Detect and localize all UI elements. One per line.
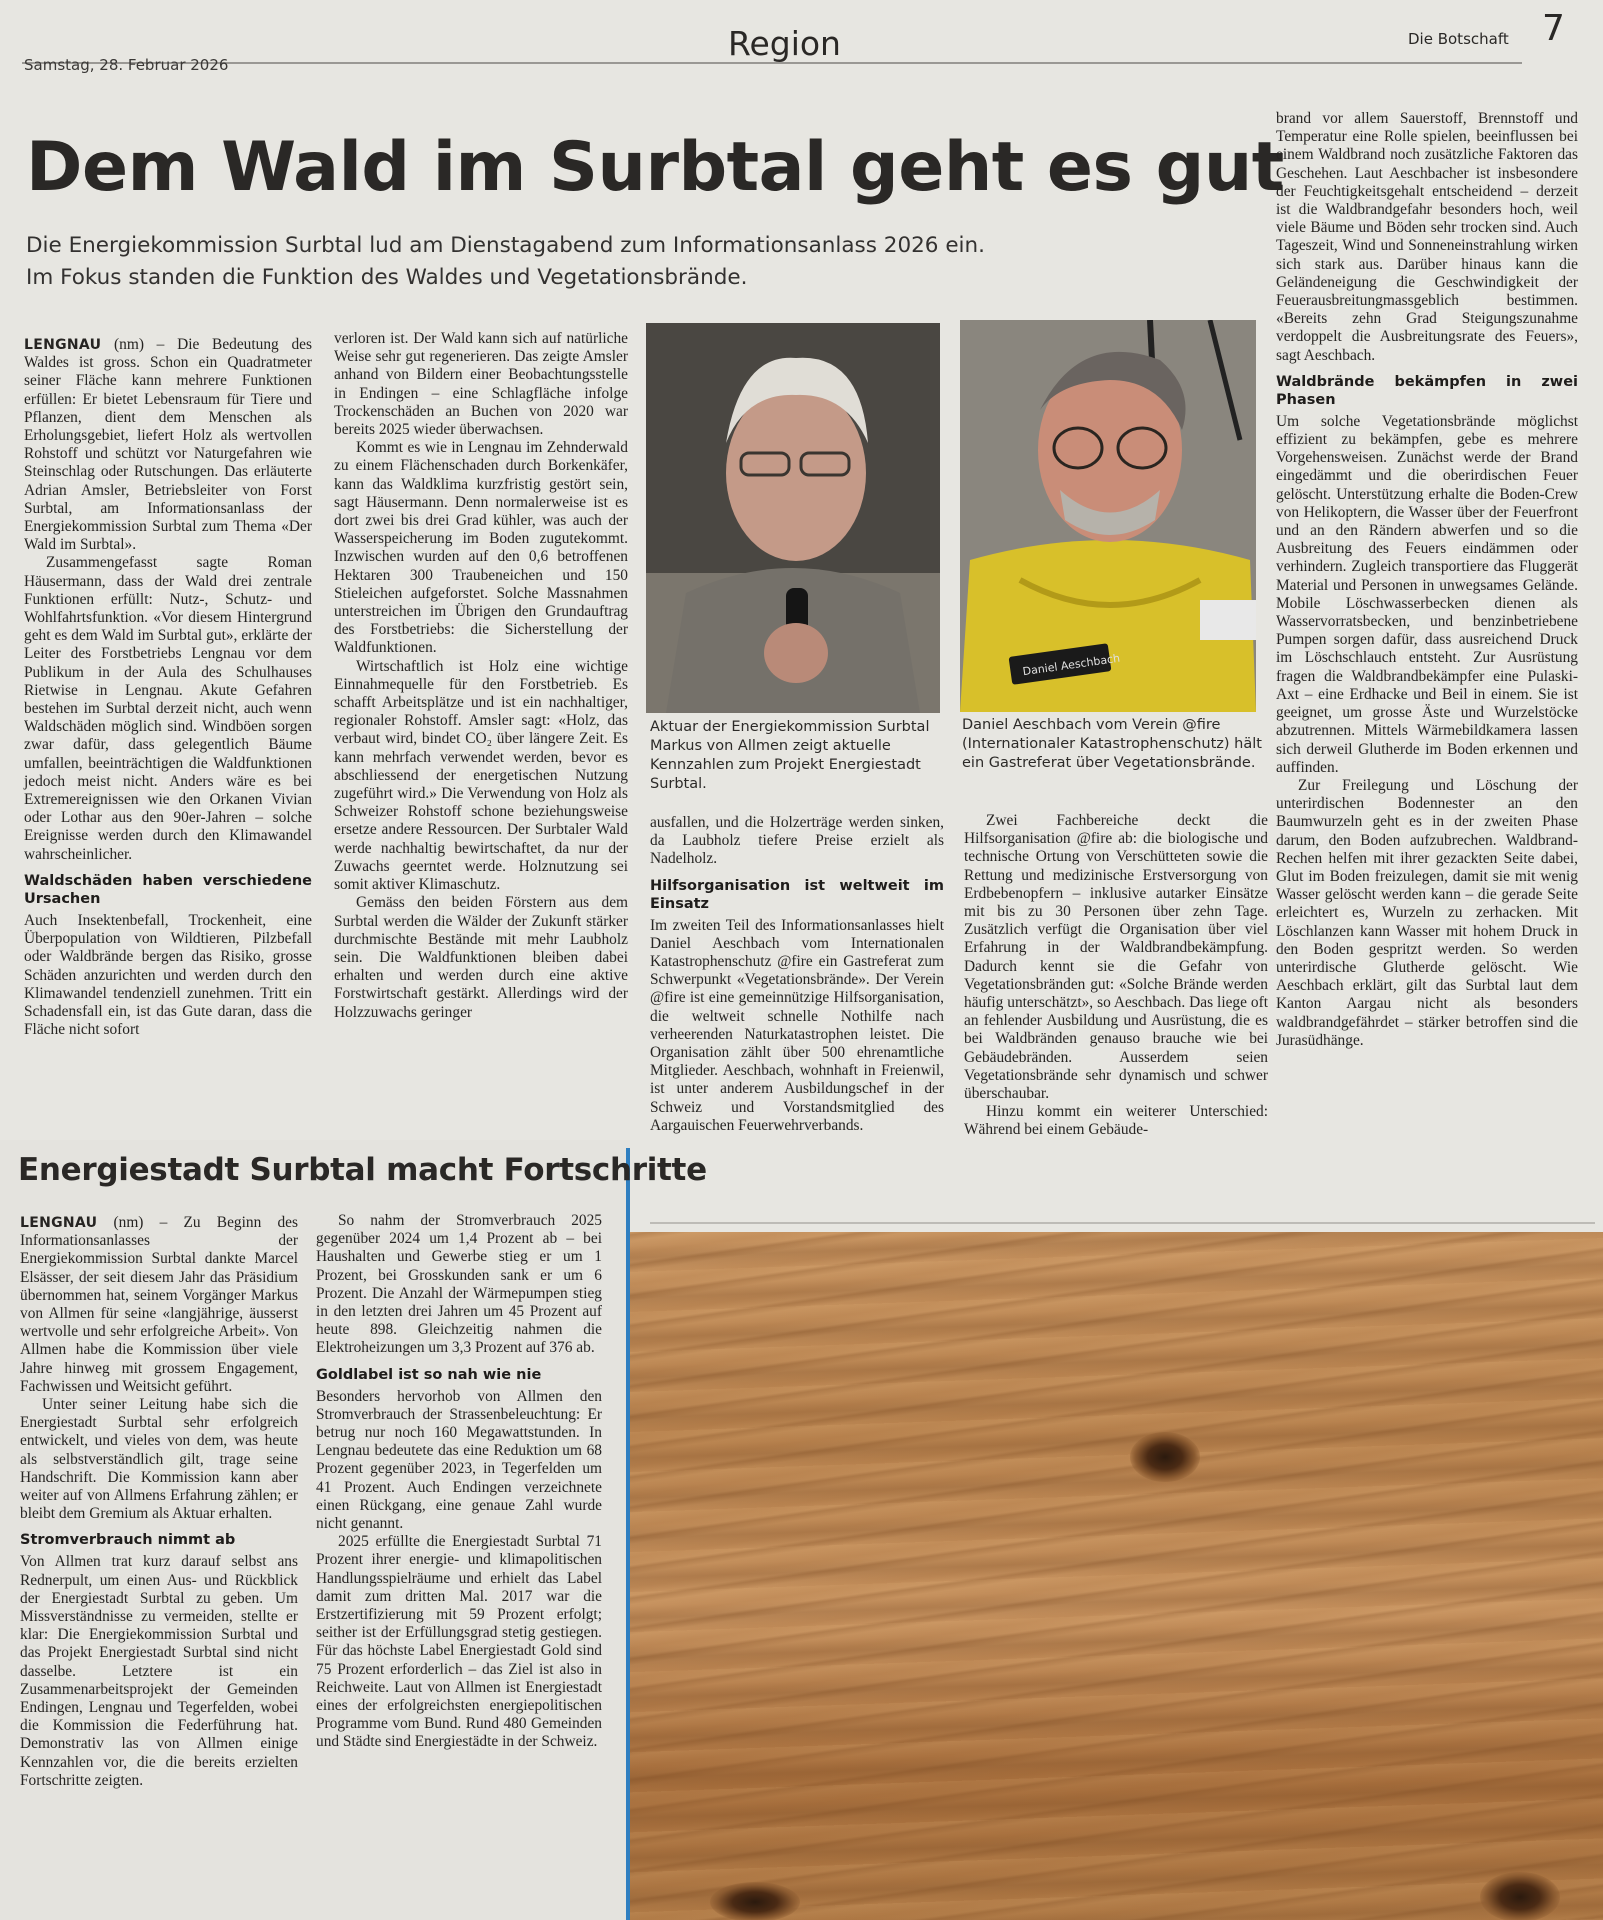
subheading: Waldschäden haben verschiedene Ursachen: [24, 872, 312, 907]
article-lead: [26, 230, 1026, 294]
photo-caption: Daniel Aeschbach vom Verein @fire (Internationaler Katastrophenschutz) hält ein Gastreferat über Vegetationsbrände.: [962, 717, 1262, 771]
article-column-3: [650, 814, 944, 1135]
paragraph: So nahm der Stromverbrauch 2025 gegenüber 2024 um 1,4 Prozent ab – bei Haushalten und Gewerbe stieg er um 1 Prozent, bei Grosskunden sank er um 6 Prozent. Die Anzahl der Wärmepumpen stieg in den letzten drei Jahren um 45 Prozent auf heute 898. Gleichzeitig nahmen die Elektroheizungen um 3,3 Prozent auf 376 ab.: [316, 1212, 602, 1357]
paragraph: Besonders hervorhob von Allmen den Stromverbrauch der Strassenbeleuchtung: Er betrug nur noch 160 Megawattstunden. In Lengnau bedeutete das eine Reduktion um 68 Prozent gegenüber 2023, in Tegerfelden um 41 Prozent. Auch Endingen verzeichnete einen Rückgang, eine genaue Zahl wurde nicht genannt.: [316, 1387, 602, 1533]
article-column-5: [1276, 110, 1578, 1050]
article-column-4: [964, 812, 1268, 1140]
wood-knot: [1480, 1872, 1560, 1920]
paragraph: Zusammengefasst sagte Roman Häusermann, dass der Wald drei zentrale Funktionen erfüllt: Nutz-, Schutz- und Wohlfahrtsfunktion. «Vor diesem Hintergrund geht es dem Wald im Surbtal gut», erklärte der Leiter des Forstbetriebs Lengnau vor dem Publikum in der Aula des Schulhauses Rietwise in Lengnau. Akute Gefahren bestehen im Surbtal derzeit nicht, auch wenn Waldschäden möglich sind. Windböen sorgen zwar dafür, dass gelegentlich Bäume umfallen, beeinträchtigen die Waldfunktionen jedoch meist nicht. Anders wäre es bei Extremereignissen wie den Orkanen Vivian oder Lothar aus den 90er-Jahren – solche Ereignisse werden durch den Klimawandel wahrscheinlicher.: [24, 554, 312, 863]
lead-line: Die Energiekommission Surbtal lud am Dienstagabend zum Informationsanlass 2026 ein.: [26, 233, 985, 258]
paragraph: Von Allmen trat kurz darauf selbst ans Rednerpult, um einen Aus- und Rückblick der Energiestadt Surbtal zu geben. Um Missverständnisse zu vermeiden, stellte er klar: Die Energiekommission Surbtal und das Projekt Energiestadt Surbtal sind nicht dasselbe. Letztere ist ein Zusammenarbeitsprojekt der Gemeinden Endingen, Lengnau und Tegerfelden, wobei die Kommission die Federführung hat. Demonstrativ las von Allmen einige Kennzahlen vor, die die bereits erzielten Fortschritte zeigten.: [20, 1553, 298, 1789]
issue-date: Samstag, 28. Februar 2026: [24, 56, 229, 74]
horizontal-divider: [650, 1222, 1595, 1224]
paragraph: Unter seiner Leitung habe sich die Energiestadt Surbtal sehr erfolgreich entwickelt, und vieles von dem, was heute als selbstverständlich gilt, trage seine Handschrift. Die Kommission kann aber weiter auf von Allmens Erfahrung zählen; er bleibt dem Gremium als Aktuar erhalten.: [20, 1396, 298, 1523]
subheading: Hilfsorganisation ist weltweit im Einsatz: [650, 877, 944, 912]
subheading: Goldlabel ist so nah wie nie: [316, 1366, 542, 1383]
section-title: Region: [728, 24, 841, 63]
wood-knot: [1130, 1432, 1200, 1482]
paragraph: Zwei Fachbereiche deckt die Hilfsorganisation @fire ab: die biologische und technische Ortung von Verschütteten sowie die Rettung und medizinische Erstversorgung von Erdbebenopfern – inklusive autarker Einsätze mit bis zu 30 Personen über zehn Tage. Zusätzlich verfügt die Organisation über viel Erfahrung in der Waldbrandbekämpfung. Dadurch kennt sie die Gefahr von Vegetationsbränden gut: «Solche Brände werden häufig unterschätzt», so Aeschbach. Das liege oft an fehlender Ausbildung und Ausrüstung, die es bei Waldbränden genauso brauche wie bei Gebäudebränden. Ausserdem seien Vegetationsbrände sehr dynamisch und schwer überschaubar.: [964, 812, 1268, 1103]
newspaper-name: Die Botschaft: [1408, 30, 1509, 48]
photo-markus-von-allmen: [646, 323, 940, 713]
paragraph: Zur Freilegung und Löschung der unterirdischen Bodennester an den Baumwurzeln geht es in der zweiten Phase darum, den Boden aufzubrechen. Waldbrand-Rechen helfen mit ihrer gezackten Seite dabei, Glut im Boden freizulegen, damit sie mit wenig Wasser gelöscht werden kann – die gerade Seite erleichtert es, Wurzeln zu zerhacken. Mit Löschlanzen kann Wasser mit hohem Druck in den Boden gespritzt werden. So werden unterirdische Glutherde gelöscht. Wie Aeschbach erklärt, gilt das Surbtal laut dem Kanton Aargau nicht als besonders waldbrandgefährdet – stärker betroffen sind die Jurasüdhänge.: [1276, 776, 1578, 1049]
paragraph: Auch Insektenbefall, Trockenheit, eine Überpopulation von Wildtieren, Pilzbefall oder Waldbrände bergen das Risiko, grosse Schäden anzurichten und werden durch den Klimawandel tendenziell zunehmen. Tritt ein Schadensfall ein, ist das Gute daran, dass die Fläche nicht sofort: [24, 911, 312, 1039]
article-column-2: [334, 330, 628, 1022]
paragraph: Im zweiten Teil des Informationsanlasses hielt Daniel Aeschbach vom Internationalen Katastrophenschutz @fire ein Gastreferat zum Schwerpunkt «Vegetationsbrände». Der Verein @fire ist eine gemeinnützige Hilfsorganisation, die weltweit schnelle Nothilfe nach verheerenden Naturkatastrophen leistet. Die Organisation zählt über 500 ehrenamtliche Mitglieder. Aeschbach, wohnhaft in Freienwil, ist unter anderem Ausbildungschef in der Schweiz und Vorstandsmitglied des Aargauischen Feuerwehrverbands.: [650, 916, 944, 1134]
paragraph: verloren ist. Der Wald kann sich auf natürliche Weise sehr gut regenerieren. Das zeigte Amsler anhand von Bildern einer Beobachtungsstelle in Endingen – eine Schlagfläche infolge Trockenschäden an Buchen von 2020 war bereits 2025 wieder überwachsen.: [334, 330, 628, 439]
paragraph: 2025 erfüllte die Energiestadt Surbtal 71 Prozent ihrer energie- und klimapolitischen Handlungsspielräume und erhielt das Label damit zum dritten Mal. 2017 war die Erstzertifizierung mit 59 Prozent erfolgt; seither ist der Erfüllungsgrad stetig gestiegen. Für das höchste Label Energiestadt Gold sind 75 Prozent erforderlich – das Ziel ist also in Reichweite. Laut von Allmen ist Energiestadt eines der erfolgreichsten energiepolitischen Programme vom Bund. Rund 480 Gemeinden und Städte sind Energiestädte in der Schweiz.: [316, 1533, 602, 1751]
photo-daniel-aeschbach: [960, 320, 1256, 712]
paragraph: LENGNAU (nm) – Die Bedeutung des Waldes ist gross. Schon ein Quadratmeter seiner Fläche kann mehrere Funktionen erfüllen: Er bietet Lebensraum für Tiere und Pflanzen, dient dem Menschen als Erholungsgebiet, liefert Holz als wertvollen Rohstoff und schützt vor Naturgefahren wie Steinschlag oder Rutschungen. Das erläuterte Adrian Amsler, Betriebsleiter von Forst Surbtal, am Informationsanlass der Energiekommission Surbtal zum Thema «Der Wald im Surbtal».: [24, 336, 312, 554]
photo-illustration: [960, 320, 1256, 712]
dateline: LENGNAU: [20, 1215, 98, 1231]
paragraph: LENGNAU (nm) – Zu Beginn des Informationsanlasses der Energiekommission Surbtal dankte Marcel Elsässer, der seit diesem Jahr das Präsidium übernommen hat, seinem Vorgänger Markus von Allmen für seine «langjährige, äusserst wertvolle und sehr erfolgreiche Arbeit». Von Allmen habe die Kommission über viele Jahre hinweg mit grossem Engagement, Fachwissen und Weitsicht geführt.: [20, 1214, 298, 1395]
subheading: Waldbrände bekämpfen in zwei Phasen: [1276, 373, 1578, 408]
paragraph: ausfallen, und die Holzerträge werden sinken, da Laubholz tiefere Preise erzielt als Nadelholz.: [650, 814, 944, 868]
photo-caption: Aktuar der Energiekommission Surbtal Markus von Allmen zeigt aktuelle Kennzahlen zum Projekt Energiestadt Surbtal.: [650, 719, 930, 792]
accent-rule: [626, 1148, 630, 1920]
lead-line: Im Fokus standen die Funktion des Waldes und Vegetationsbrände.: [26, 265, 748, 290]
subheading: Stromverbrauch nimmt ab: [20, 1532, 236, 1549]
article-headline: Energiestadt Surbtal macht Fortschritte: [18, 1152, 707, 1188]
article-column-1: [20, 1214, 298, 1790]
wood-knot: [710, 1882, 800, 1920]
paragraph: Um solche Vegetationsbrände möglichst effizient zu bekämpfen, gebe es mehrere Vorgehensweisen. Zunächst werde der Brand eingedämmt und die oberirdischen Feuer gelöscht. Unterstützung erhalte die Boden-Crew von Helikoptern, die Wasser über der Feuerfront und an den Rändern abwerfen und so die Ausbreitung des Feuers eindämmen oder verhindern. Zugleich transportiere das Fluggerät Material und Personen in unwegsames Gelände. Mobile Löschwasserbecken dienen als Wasservorratsbecken, und benzinbetriebene Pumpen sorgen dafür, dass ausreichend Druck im Löschschlauch entsteht. Zur Ausrüstung fragen die Waldbrandbekämpfer eine Pulaski-Axt – eine Erdhacke und Beil in einem. Sie ist geeignet, um grosse Äste und Wurzelstöcke abzutrennen. Mittels Wärmebildkamera lassen sich derweil Glutherde im Boden erkennen und auffinden.: [1276, 412, 1578, 776]
article-headline: Dem Wald im Surbtal geht es gut: [26, 128, 1284, 207]
page-number: 7: [1542, 8, 1565, 49]
article-column-1: [24, 336, 312, 1039]
paragraph: Wirtschaftlich ist Holz eine wichtige Einnahmequelle für den Forstbetrieb. Es schafft Arbeitsplätze und ist ein nachhaltiger, regionaler Rohstoff. Amsler sagt: «Holz, das verbaut wird, bindet CO₂ über längere Zeit. Es kann mehrfach verwendet werden, bevor es abschliessend der energetischen Nutzung zugeführt wird.» Die Verwendung von Holz als Schweizer Rohstoff schone beziehungsweise ersetze andere Ressourcen. Der Surbtaler Wald werde nachhaltig bewirtschaftet, da nur der Zuwachs geerntet werde. Holznutzung sei somit aktiver Klimaschutz.: [334, 657, 628, 894]
paragraph: Hinzu kommt ein weiterer Unterschied: Während bei einem Gebäude-: [964, 1103, 1268, 1139]
article-column-2: [316, 1212, 602, 1752]
dateline: LENGNAU: [24, 337, 102, 353]
wood-table-background: [630, 1232, 1603, 1920]
paragraph: brand vor allem Sauerstoff, Brennstoff und Temperatur eine Rolle spielen, beeinflussen bei einem Waldbrand noch zusätzliche Faktoren das Geschehen. Laut Aeschbacher ist insbesondere der Feuchtigkeitsgehalt entscheidend – derzeit ist die Waldbrandgefahr besonders hoch, weil viele Bäume und Böden sehr trocken sind. Auch Tageszeit, Wind und Sonneneinstrahlung wirken sich stark aus. Darüber hinaus kann die Geländeneigung die Geschwindigkeit der Feuerausbreitungmassgeblich bestimmen. «Bereits zehn Grad Steigungszunahme verdoppelt die Ausbreitungsrate des Feuers», sagt Aeschbach.: [1276, 110, 1578, 364]
name-badge-text: Daniel Aeschbach: [1021, 651, 1121, 679]
paragraph: Kommt es wie in Lengnau im Zehnderwald zu einem Flächenschaden durch Borkenkäfer, kann das Waldklima kurzfristig gestört sein, sagt Häusermann. Denn normalerweise ist es dort zwei bis drei Grad kühler, was auch der Wasserspeicherung im Boden zugutekommt. Inzwischen wurden auf den 0,6 betroffenen Hektaren 300 Traubeneichen und 150 Stieleichen aufgeforstet. Solche Massnahmen unterstreichen im Übrigen den Grundauftrag des Forstbetriebs: die Sicherstellung der Waldfunktionen.: [334, 439, 628, 657]
photo-illustration: [646, 323, 940, 713]
paragraph: Gemäss den beiden Förstern aus dem Surbtal werden die Wälder der Zukunft stärker durchmischte Bestände mit mehr Laubholz sein. Die Waldfunktionen bleiben dabei erhalten und werden durch eine aktive Forstwirtschaft gestärkt. Allerdings wird der Holzzuwachs geringer: [334, 894, 628, 1021]
